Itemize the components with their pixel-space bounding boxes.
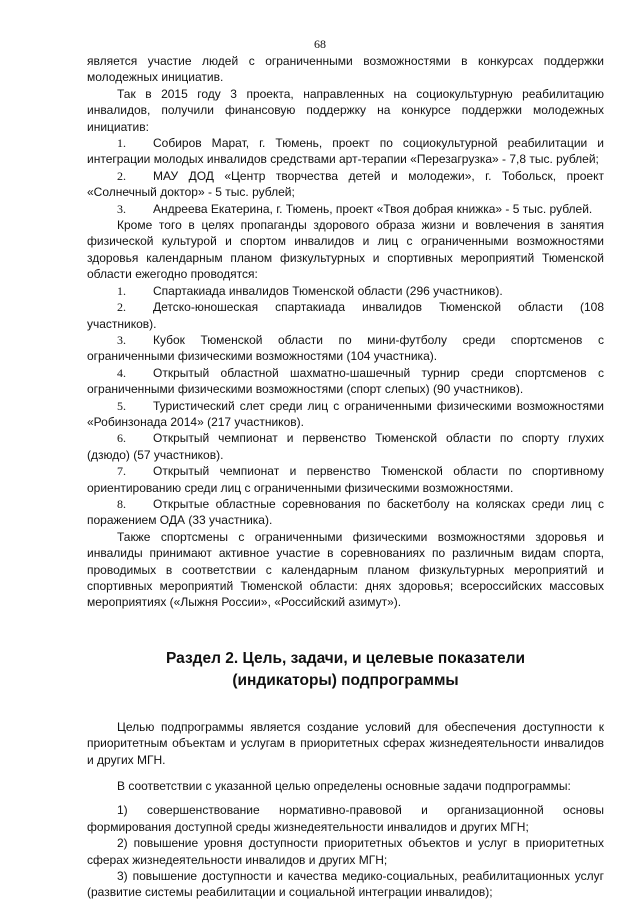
event-item [87, 283, 604, 299]
list-number: 2. [117, 168, 126, 183]
list-number: 3. [117, 201, 126, 216]
list-text: Открытый чемпионат и первенство Тюменской области по спорту глухих (дзюдо) (57 участников). [87, 431, 604, 462]
paragraph-intro: является участие людей с ограниченными возможностями в конкурсах поддержки молодежных инициатив. [87, 54, 604, 85]
task-item: 1) совершенствование нормативно-правовой и организационной основы формирования доступной среды жизнедеятельности инвалидов и других МГН; [87, 803, 604, 834]
section-heading [87, 648, 604, 692]
list-text: МАУ ДОД «Центр творчества детей и молодежи», г. Тобольск, проект «Солнечный доктор» - 5 тыс. рублей; [87, 168, 604, 200]
list-text: Туристический слет среди лиц с ограниченными физическими возможностями «Робинзонада 2014» (217 участников). [87, 398, 604, 429]
list-number: 6. [117, 431, 126, 446]
section-heading-line-1: Раздел 2. Цель, задачи, и целевые показатели [166, 649, 525, 667]
paragraph-sport: Кроме того в целях пропаганды здорового образа жизни и вовлечения в занятия физической культурой и спортом инвалидов и лиц с ограниченными возможностями здоровья календарным планом физкультурных и спортивных мероприятий Тюменской области ежегодно проводятся: [87, 218, 604, 282]
list-number: 4. [117, 365, 126, 380]
paragraph-goal: Целью подпрограммы является создание условий для обеспечения доступности к приоритетным объектам и услугам в приоритетных сферах жизнедеятельности инвалидов и других МГН. [87, 719, 604, 767]
project-item [87, 168, 604, 201]
page-body [87, 53, 604, 901]
paragraph-2015-projects: Так в 2015 году 3 проекта, направленных на социокультурную реабилитацию инвалидов, получили финансовую поддержку на конкурсе поддержки молодежных инициатив: [87, 86, 604, 134]
event-item [87, 430, 604, 463]
list-number: 5. [117, 398, 126, 413]
list-text: Детско-юношеская спартакиада инвалидов Тюменской области (108 участников). [87, 300, 604, 331]
event-item [87, 365, 604, 398]
task-item: 2) повышение уровня доступности приоритетных объектов и услуг в приоритетных сферах жизнедеятельности инвалидов и других МГН; [87, 836, 604, 867]
list-number: 3. [117, 332, 126, 347]
list-text: Спартакиада инвалидов Тюменской области (296 участников). [153, 283, 503, 298]
project-item [87, 201, 604, 217]
list-text: Открытый областной шахматно-шашечный турнир среди спортсменов с ограниченными физическими возможностями (спорт слепых) (90 участников). [87, 365, 604, 397]
paragraph-tasks-intro: В соответствии с указанной целью определены основные задачи подпрограммы: [117, 779, 571, 794]
project-item [87, 135, 604, 168]
event-item [87, 463, 604, 496]
section-heading-line-2: (индикаторы) подпрограммы [232, 671, 459, 689]
list-text: Кубок Тюменской области по мини-футболу среди спортсменов с ограниченными физическими возможностями (104 участника). [87, 332, 604, 364]
list-number: 7. [117, 464, 126, 479]
page-number: 68 [314, 37, 326, 51]
list-number: 1. [117, 136, 126, 151]
list-text: Открытые областные соревнования по баскетболу на колясках среди лиц с поражением ОДА (33 участника). [87, 496, 604, 528]
paragraph-also: Также спортсмены с ограниченными физическими возможностями здоровья и инвалиды принимают активное участие в соревнованиях по различным видам спорта, проводимых в соответствии с календарным планом физкультурных мероприятий и спортивных мероприятий Тюменской области: днях здоровья; всероссийских массовых мероприятиях («Лыжня России», «Российский азимут»). [87, 529, 604, 610]
task-item: 3) повышение доступности и качества медико-социальных, реабилитационных услуг (развитие системы реабилитации и социальной интеграции инвалидов); [87, 869, 604, 900]
list-text: Открытый чемпионат и первенство Тюменской области по спортивному ориентированию среди лиц с ограниченными физическими возможностями. [87, 464, 604, 495]
list-number: 8. [117, 496, 126, 511]
event-item [87, 332, 604, 365]
event-item [87, 299, 604, 332]
list-text: Андреева Екатерина, г. Тюмень, проект «Твоя добрая книжка» - 5 тыс. рублей. [153, 201, 593, 216]
list-number: 1. [117, 283, 126, 298]
event-item [87, 496, 604, 529]
list-number: 2. [117, 300, 126, 315]
event-item [87, 398, 604, 431]
list-text: Собиров Марат, г. Тюмень, проект по социокультурной реабилитации и интеграции молодых инвалидов средствами арт-терапии «Перезагрузка» - 7,8 тыс. рублей; [87, 136, 604, 167]
